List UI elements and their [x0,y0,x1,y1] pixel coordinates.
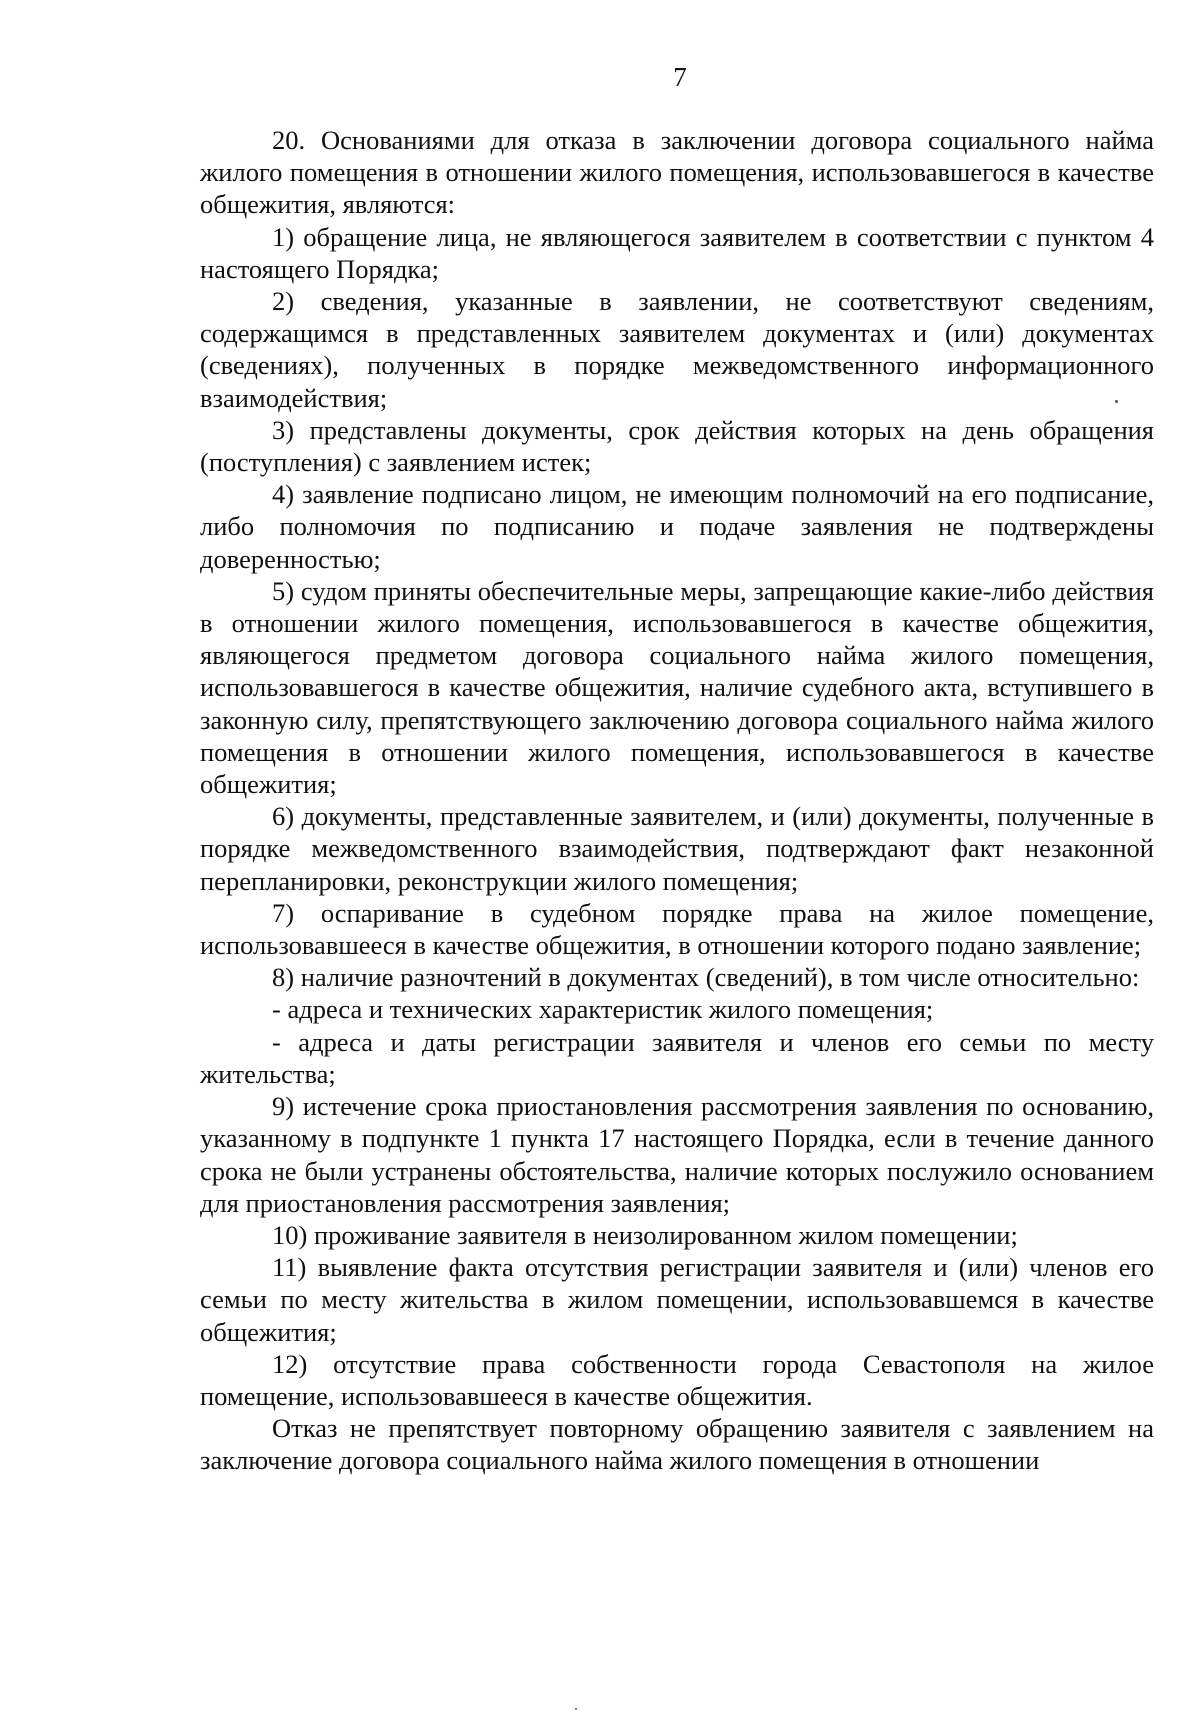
list-subitem-address: - адреса и технических характеристик жилого помещения; [272,994,934,1025]
list-subitem-registration: - адреса и даты регистрации заявителя и членов его семьи по месту жительства; [200,1026,1154,1089]
list-item-4: 4) заявление подписано лицом, не имеющим полномочий на его подписание, либо полномочия по подписанию и подаче заявления не подтверждены доверенностью; [200,479,1154,574]
list-item-12: 12) отсутствие права собственности города Севастополя на жилое помещение, использовавшееся в качестве общежития. [200,1348,1154,1411]
paragraph-20-intro: 20. Основаниями для отказа в заключении договора социального найма жилого помещения в отношении жилого помещения, использовавшегося в качестве общежития, являются: [200,125,1154,220]
list-item-3: 3) представлены документы, срок действия которых на день обращения (поступления) с заявлением истек; [200,414,1154,478]
closing-paragraph: Отказ не препятствует повторному обращению заявителя с заявлением на заключение договора социального найма жилого помещения в отношении [200,1413,1154,1476]
list-item-7: 7) оспаривание в судебном порядке права на жилое помещение, использовавшееся в качестве общежития, в отношении которого подано заявление; [200,897,1154,961]
page-number: 7 [673,62,687,92]
list-item-9: 9) истечение срока приостановления рассмотрения заявления по основанию, указанному в подпункте 1 пункта 17 настоящего Порядка, если в течение данного срока не были устранены обстоятельства, наличие которых послужило основанием для приостановления рассмотрения заявления; [200,1091,1154,1218]
document-body [200,124,1154,1477]
list-item-10: 10) проживание заявителя в неизолированном жилом помещении; [272,1219,1018,1250]
list-item-2: 2) сведения, указанные в заявлении, не соответствуют сведениям, содержащимся в представленных заявителем документах и (или) документах (сведениях), полученных в порядке межведомственного информационного взаимодействия; [200,286,1154,413]
list-item-5: 5) судом приняты обеспечительные меры, запрещающие какие-либо действия в отношении жилого помещения, использовавшегося в качестве общежития, являющегося предметом договора социального найма жилого помещения, использовавшегося в качестве общежития, наличие судебного акта, вступившего в законную силу, препятствующего заключению договора социального найма жилого помещения в отношении жилого помещения, использовавшегося в качестве общежития; [200,575,1154,800]
list-item-8: 8) наличие разночтений в документах (сведений), в том числе относительно: [272,962,1140,993]
scan-speck [575,1708,577,1710]
scan-speck [1115,400,1118,403]
list-item-1: 1) обращение лица, не являющегося заявителем в соответствии с пунктом 4 настоящего Порядка; [200,221,1154,284]
list-item-11: 11) выявление факта отсутствия регистрации заявителя и (или) членов его семьи по месту жительства в жилом помещении, использовавшемся в качестве общежития; [200,1252,1154,1347]
list-item-6: 6) документы, представленные заявителем, и (или) документы, полученные в порядке межведомственного взаимодействия, подтверждают факт незаконной перепланировки, реконструкции жилого помещения; [200,801,1154,896]
